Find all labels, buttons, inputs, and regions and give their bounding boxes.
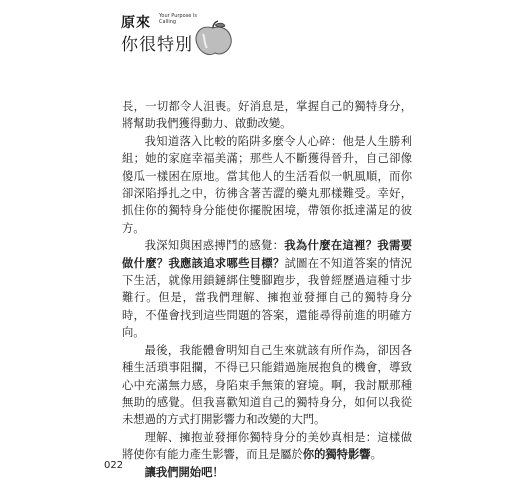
paragraph: [122, 98, 412, 133]
paragraph: [122, 133, 412, 237]
text-segment: 我深知與困惑搏鬥的感覺：: [144, 239, 285, 253]
text-segment: 長，一切都令人沮喪。好消息是，掌握自己的獨特身分，將幫助我們獲得動力、啟動改變。: [122, 100, 412, 131]
bold-text: 你的獨特影響: [302, 448, 371, 462]
page-number: 022: [104, 460, 124, 471]
text-segment: 理解、擁抱並發揮你獨特身分的美妙真相是：這樣做將使你有能力產生影響，而且是屬於: [122, 430, 412, 462]
bold-text: 讓我們開始吧！: [144, 465, 224, 479]
text-segment: 我知道落入比較的陷阱多麼令人心碎：他是人生勝利組；她的家庭幸福美滿；那些人不斷獲得晉升，自己卻像傻瓜一樣困在原地。當其他人的生活看似一帆風順，而你卻深陷掙扎之中，彷彿含著苦澀的藥丸那樣難受。幸好，抓住你的獨特身分能使你擺脫困境，帶領你抵達滿足的彼方。: [122, 134, 412, 235]
paragraph: [122, 464, 412, 481]
text-segment: 試圖在不知道答案的情況下生活，就像用鎖鏈綁住雙腳跑步，我曾經歷過這種寸步難行。但是，當我們理解、擁抱並發揮自己的獨特身分時，不僅會找到這些問題的答案，還能尋得前進的明確方向。: [122, 256, 412, 340]
paragraph: [122, 429, 412, 464]
bold-text: 我為什麼在這裡？我需要做什麼？我應該追求哪些目標？: [122, 239, 412, 270]
paragraph: [122, 342, 412, 429]
paragraph: [122, 237, 412, 341]
book-title: 你很特別: [121, 35, 193, 55]
text-segment: 最後，我能體會明知自己生來就該有所作為，卻因各種生活瑣事阻攔，不得已只能錯過施展抱負的機會，導致心中充滿無力感，身陷束手無策的窘境。啊，我討厭那種無助的感覺。但我喜歡知道自己的獨特身分，如何以我從未想過的方式打開影響力和改變的大門。: [122, 343, 412, 427]
body-text: [122, 98, 412, 481]
book-header: [121, 10, 241, 58]
text-segment: 。: [370, 448, 382, 462]
brand-subtitle: Your Purpose Is Calling: [159, 13, 197, 25]
brand-main-text: 原來: [121, 15, 151, 31]
apple-logo-icon: [191, 20, 235, 58]
